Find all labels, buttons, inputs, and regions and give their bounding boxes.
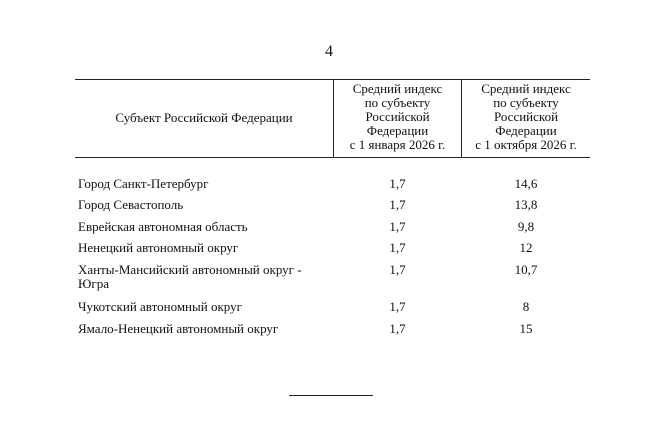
- header-index-october-line: с 1 октября 2026 г.: [475, 137, 577, 152]
- row-index-october: 14,6: [514, 176, 538, 191]
- header-index-october-line: по субъекту: [493, 95, 559, 110]
- header-index-january: [334, 82, 461, 152]
- row-index-october: 13,8: [514, 197, 538, 212]
- row-index-january: 1,7: [389, 299, 406, 314]
- row-subject-name: Город Севастополь: [78, 197, 184, 212]
- header-index-october: [462, 82, 590, 152]
- row-index-october: 9,8: [517, 219, 535, 234]
- row-subject-name: Ямало-Ненецкий автономный округ: [78, 321, 279, 336]
- header-subject: Субъект Российской Федерации: [115, 110, 293, 125]
- row-subject-name-line: Югра: [78, 276, 109, 291]
- row-subject-name: Город Санкт-Петербург: [78, 176, 209, 191]
- row-index-january: 1,7: [389, 176, 406, 191]
- row-index-january: 1,7: [389, 219, 406, 234]
- row-index-october: 15: [519, 321, 533, 336]
- row-index-october: 10,7: [514, 262, 538, 277]
- row-subject-name: Чукотский автономный округ: [78, 299, 242, 314]
- row-index-october: 8: [522, 299, 530, 314]
- row-subject-name: Еврейская автономная область: [78, 219, 248, 234]
- header-index-october-line: Средний индекс: [481, 81, 571, 96]
- header-index-january-line: Российской: [365, 109, 430, 124]
- header-index-october-line: Российской: [493, 109, 559, 124]
- closing-rule: [289, 395, 373, 396]
- header-index-october-line: Федерации: [495, 123, 557, 138]
- page-number: 4: [325, 43, 333, 60]
- table-header-bottom-rule: [75, 157, 590, 158]
- row-index-january: 1,7: [389, 240, 406, 255]
- header-index-january-line: Средний индекс: [352, 81, 443, 96]
- header-index-january-line: с 1 января 2026 г.: [349, 137, 446, 152]
- row-index-january: 1,7: [389, 262, 406, 277]
- row-subject-name: Ненецкий автономный округ: [78, 240, 239, 255]
- row-subject-name: [78, 263, 328, 291]
- row-subject-name-line: Ханты-Мансийский автономный округ -: [78, 262, 302, 277]
- row-index-january: 1,7: [389, 197, 406, 212]
- row-index-october: 12: [519, 240, 533, 255]
- row-index-january: 1,7: [389, 321, 406, 336]
- header-index-january-line: Федерации: [366, 123, 429, 138]
- header-index-january-line: по субъекту: [364, 95, 431, 110]
